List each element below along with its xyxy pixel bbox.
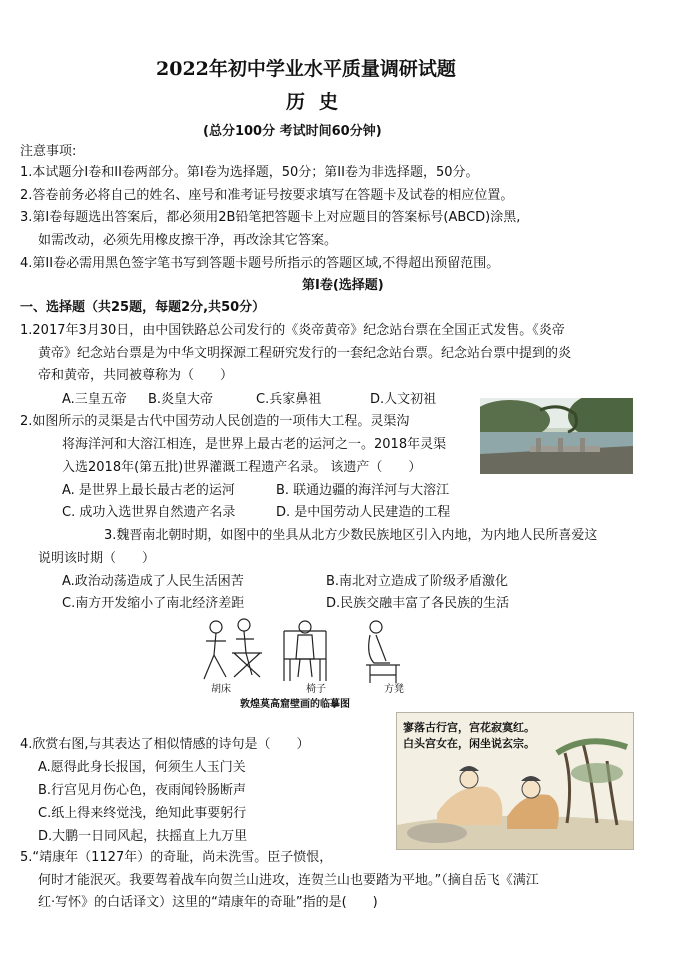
q3-option-b: B.南北对立造成了阶级矛盾激化 [326,574,509,589]
figure-label-stool: 方凳 [384,684,404,695]
q5-line: 5.“靖康年（1127年）的奇耻，尚未洗雪。臣子愤恨， [20,850,333,865]
note-item: 如需改动，必须先用橡皮擦干净，再改涂其它答案。 [38,233,338,248]
palace-poem-illustration [396,712,634,850]
note-item: 1.本试题分Ⅰ卷和II卷两部分。第Ⅰ卷为选择题，50分；第II卷为非选择题，50分。 [20,165,479,180]
q5-line: 何时才能泯灭。我要驾着战车向贺兰山进攻，连贺兰山也要踏为平地。”（摘自岳飞《满江 [38,873,539,888]
figure-caption: 敦煌莫高窟壁画的临摹图 [240,699,350,710]
q1-option-c: C.兵家鼻祖 [256,392,322,407]
poem-line: 寥落古行宫，宫花寂寞红。 [403,721,535,734]
poem-line: 白头宫女在，闲坐说玄宗。 [403,737,535,750]
q4-option-d: D.大鹏一日同风起，扶摇直上九万里 [38,829,248,844]
q3-option-c: C.南方开发缩小了南北经济差距 [62,596,245,611]
q1-option-b: B.炎皇大帝 [148,392,214,407]
q1-option-d: D.人文初祖 [370,392,437,407]
q2-line: 2.如图所示的灵渠是古代中国劳动人民创造的一项伟大工程。灵渠沟 [20,414,410,429]
q2-option-b: B. 联通边疆的海洋河与大溶江 [276,483,450,498]
volume-title: 第Ⅰ卷(选择题) [302,278,384,293]
q2-option-d: D. 是中国劳动人民建造的工程 [276,505,451,520]
q4-stem: 4.欣赏右图,与其表达了相似情感的诗句是（ ） [20,737,310,752]
q4-option-b: B.行宫见月伤心色，夜雨闻铃肠断声 [38,783,247,798]
exam-title: 2022年初中学业水平质量调研试题 [156,58,456,80]
q2-line: 将海洋河和大溶江相连，是世界上最古老的运河之一。2018年灵渠 [62,437,447,452]
q2-option-c: C. 成功入选世界自然遗产名录 [62,505,236,520]
exam-meta: (总分100分 考试时间60分钟) [203,124,382,139]
q3-line: 3.魏晋南北朝时期，如图中的坐具从北方少数民族地区引入内地，为内地人民所喜爱这 [104,528,598,543]
q5-line: 红·写怀》的白话译文）这里的“靖康年的奇耻”指的是( ) [38,895,378,910]
section-heading: 一、选择题（共25题，每题2分,共50分） [20,300,266,315]
lingqu-canal-photo [480,398,633,474]
q3-line: 说明该时期（ ） [38,551,156,566]
q1-line: 黄帝》纪念站台票是为中华文明探源工程研究发行的一套纪念站台票。纪念站台票中提到的炎 [38,346,572,361]
q3-option-d: D.民族交融丰富了各民族的生活 [326,596,510,611]
q2-line: 入选2018年(第五批)世界灌溉工程遗产名录。 该遗产（ ） [62,460,422,475]
notes-heading: 注意事项: [20,144,77,159]
q1-option-a: A.三皇五帝 [62,392,127,407]
note-item: 2.答卷前务必将自己的姓名、座号和准考证号按要求填写在答题卡及试卷的相应位置。 [20,188,514,203]
note-item: 3.第Ⅰ卷每题选出答案后，都必须用2B铅笔把答题卡上对应题目的答案标号(ABCD)涂黑, [20,210,521,225]
q1-line: 1.2017年3月30日，由中国铁路总公司发行的《炎帝黄帝》纪念站台票在全国正式发售。《炎帝 [20,323,565,338]
q3-option-a: A.政治动荡造成了人民生活困苦 [62,574,244,589]
exam-subject: 历史 [286,91,353,113]
note-item: 4.第II卷必需用黑色签字笔书写到答题卡题号所指示的答题区域,不得超出预留范围。 [20,256,500,271]
figure-label-chair: 椅子 [306,684,326,695]
q4-option-a: A.愿得此身长报国，何须生人玉门关 [38,760,246,775]
figure-label-huchuang: 胡床 [211,684,231,695]
q2-option-a: A. 是世界上最长最古老的运河 [62,483,235,498]
q4-option-c: C.纸上得来终觉浅，绝知此事要躬行 [38,806,247,821]
q1-line: 帝和黄帝，共同被尊称为（ ） [38,368,234,383]
